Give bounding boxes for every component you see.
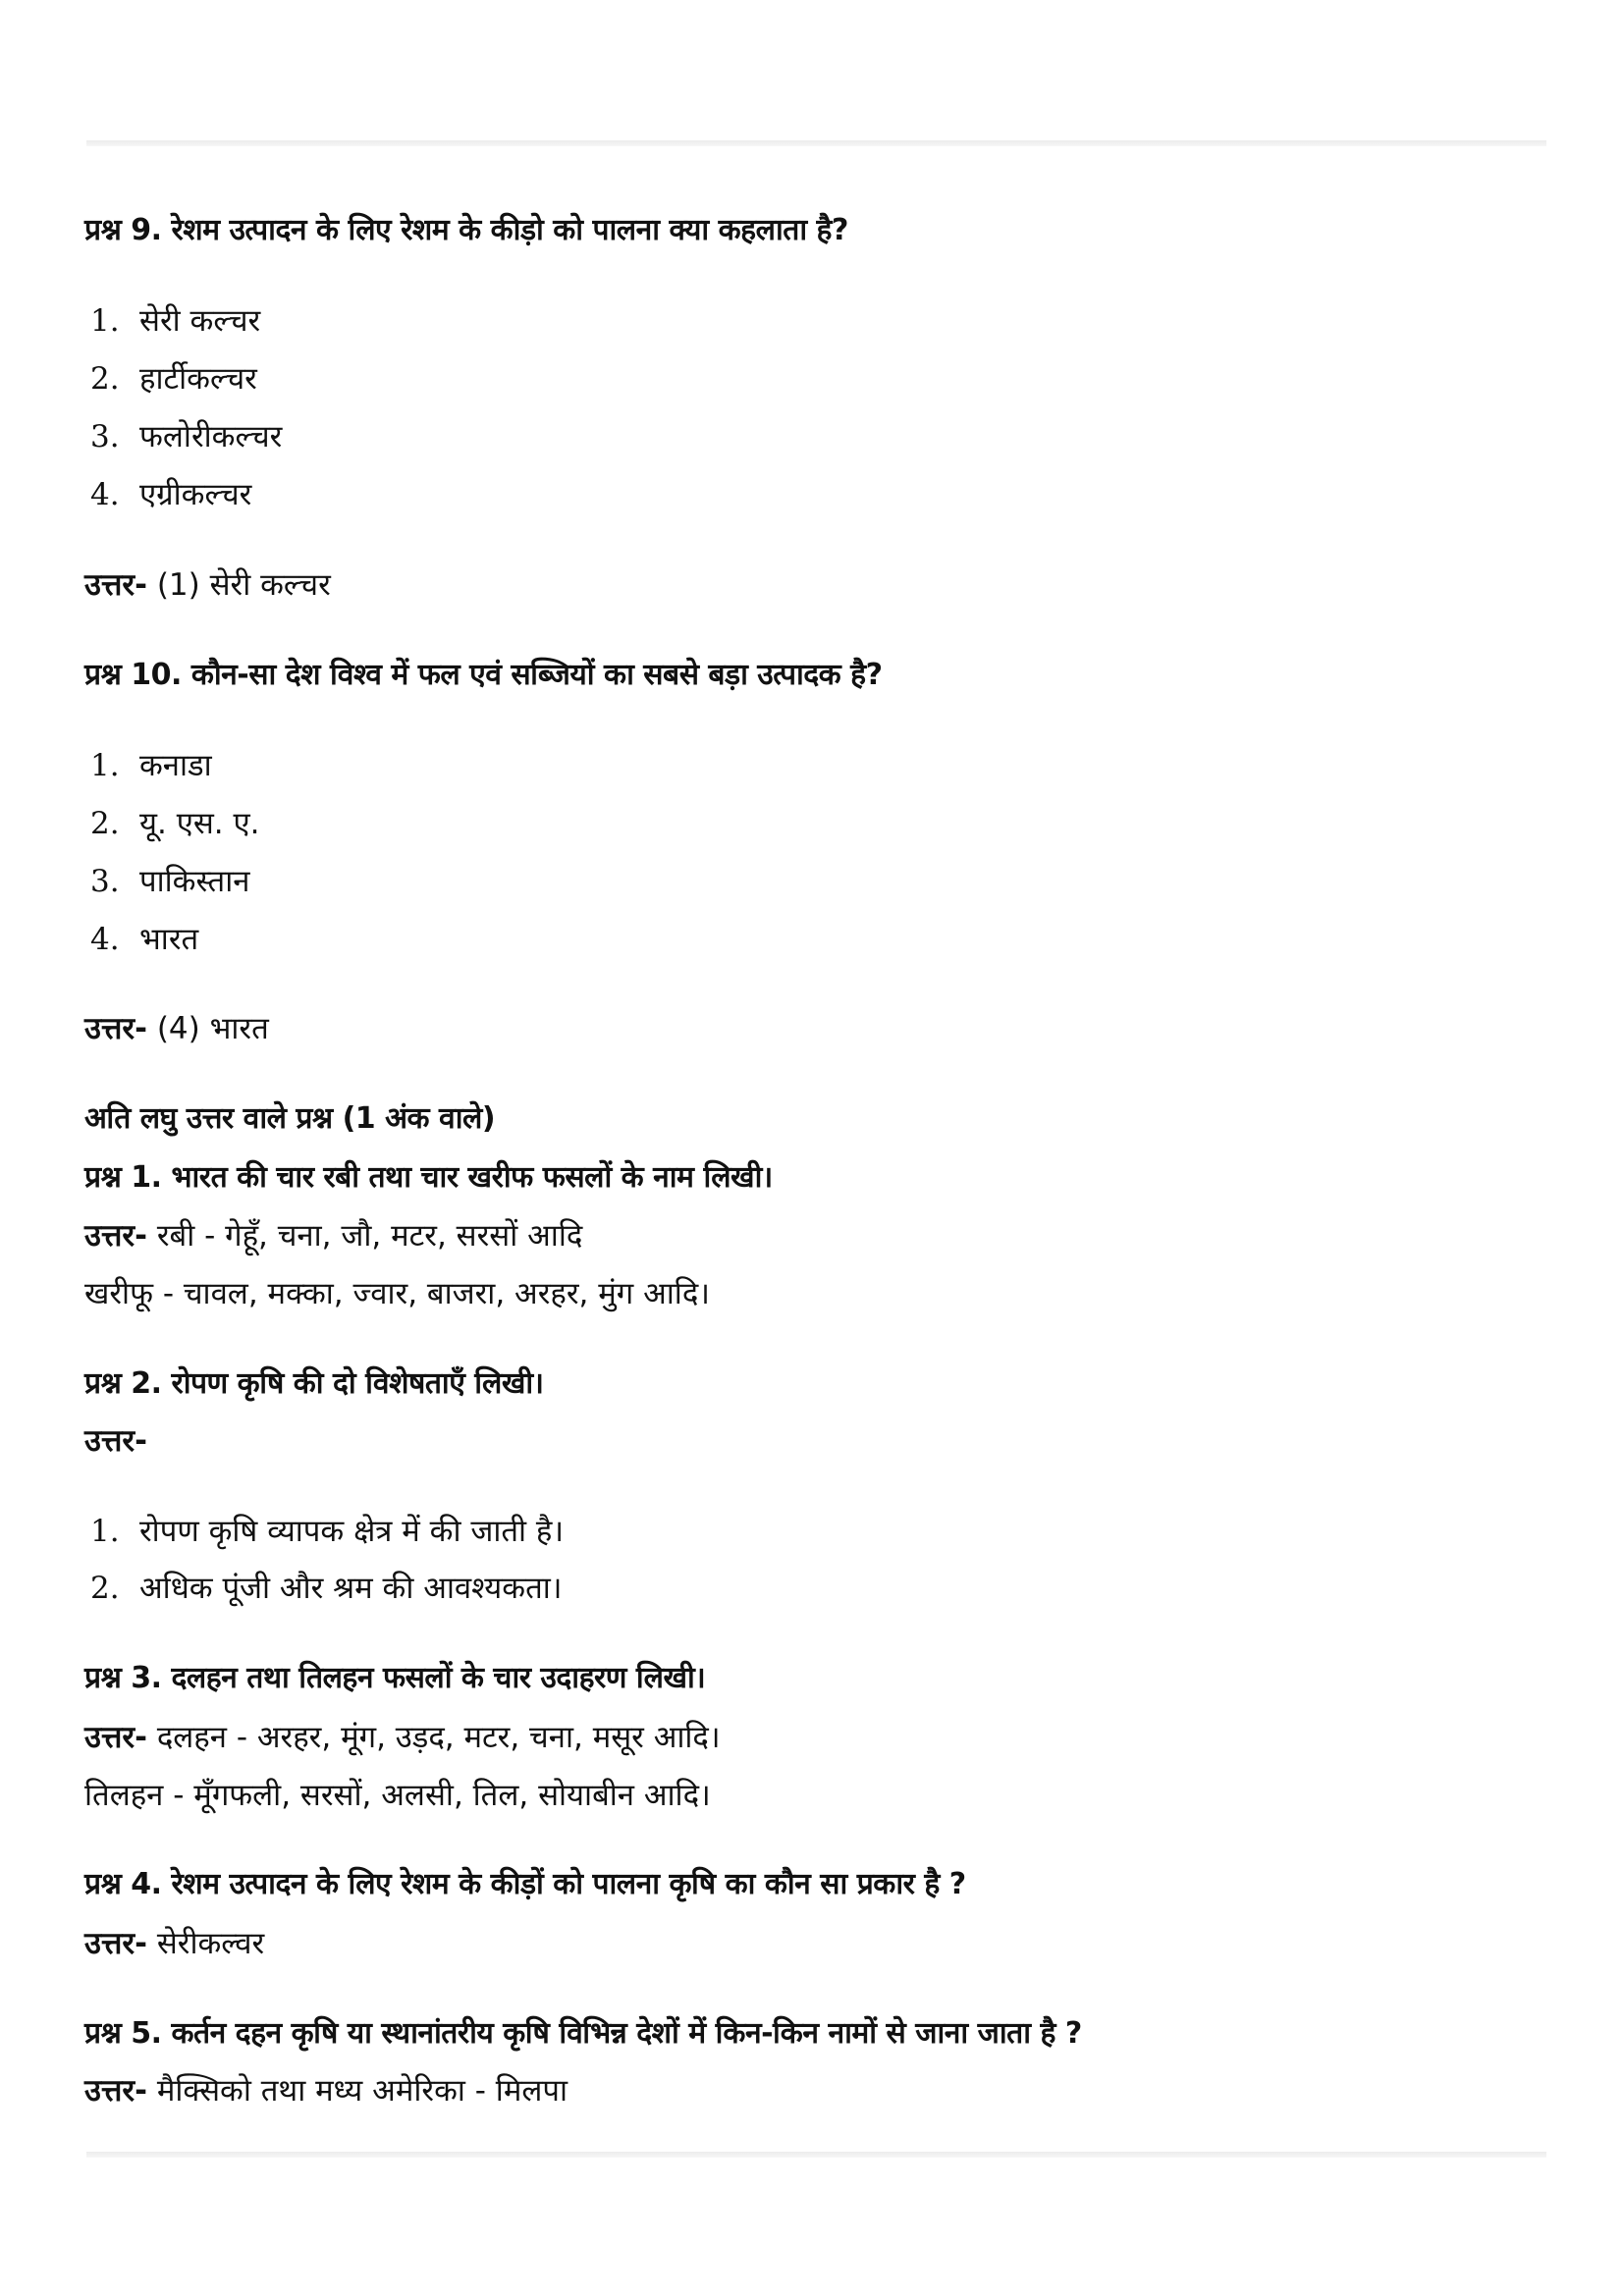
option-item <box>90 744 212 787</box>
option-text: यू. एस. ए. <box>139 806 260 841</box>
option-item <box>90 918 198 961</box>
short-question-2: प्रश्न 2. रोपण कृषि की दो विशेषताएँ लिखी। <box>84 1366 544 1401</box>
answer-text: (4) भारत <box>146 1011 269 1046</box>
short-answer-1-line2: खरीफू - चावल, मक्का, ज्वार, बाजरा, अरहर, मुंग आदि। <box>84 1276 711 1311</box>
answer-text: रबी - गेहूँ, चना, जौ, मटर, सरसों आदि <box>146 1218 583 1254</box>
option-text: कनाडा <box>139 748 212 783</box>
option-item <box>90 299 260 343</box>
answer-text: सेरीकल्वर <box>146 1926 265 1961</box>
option-number: 2. <box>90 806 120 841</box>
short-answer-3-line2: तिलहन - मूँगफली, सरसों, अलसी, तिल, सोयाबीन आदि। <box>84 1778 711 1813</box>
point-text: अधिक पूंजी और श्रम की आवश्यकता। <box>139 1571 563 1606</box>
option-text: एग्रीकल्चर <box>139 477 252 512</box>
short-question-3: प्रश्न 3. दलहन तथा तिलहन फसलों के चार उदाहरण लिखी। <box>84 1661 706 1695</box>
answer-label: उत्तर- <box>84 1926 147 1961</box>
short-question-5: प्रश्न 5. कर्तन दहन कृषि या स्थानांतरीय कृषि विभिन्न देशों में किन-किन नामों से जाना जाता है ? <box>84 2016 1082 2051</box>
short-answer-3 <box>84 1716 721 1759</box>
short-question-1: प्रश्न 1. भारत की चार रबी तथा चार खरीफ फसलों के नाम लिखी। <box>84 1160 773 1195</box>
option-text: पाकिस्तान <box>139 864 250 899</box>
point-text: रोपण कृषि व्यापक क्षेत्र में की जाती है। <box>139 1514 565 1549</box>
answer-text: (1) सेरी कल्चर <box>146 567 331 603</box>
option-text: फलोरीकल्चर <box>139 419 283 454</box>
answer-label: उत्तर- <box>84 1720 147 1755</box>
question-9: प्रश्न 9. रेशम उत्पादन के लिए रेशम के कीड़ो को पालना क्या कहलाता है? <box>84 213 848 247</box>
answer-text: दलहन - अरहर, मूंग, उड़द, मटर, चना, मसूर आदि। <box>146 1720 721 1755</box>
answer-9 <box>84 563 331 607</box>
answer-point <box>90 1510 564 1553</box>
option-number: 3. <box>90 419 120 454</box>
option-number: 1. <box>90 748 120 783</box>
option-item <box>90 415 282 458</box>
short-answer-2 <box>84 1419 147 1463</box>
option-number: 1. <box>90 303 120 339</box>
option-item <box>90 473 251 516</box>
question-10: प्रश्न 10. कौन-सा देश विश्व में फल एवं सब्जियों का सबसे बड़ा उत्पादक है? <box>84 658 883 692</box>
option-text: भारत <box>139 922 199 957</box>
option-number: 4. <box>90 922 120 957</box>
answer-point <box>90 1567 563 1610</box>
answer-label: उत्तर- <box>84 1011 147 1046</box>
short-question-4: प्रश्न 4. रेशम उत्पादन के लिए रेशम के कीड़ों को पालना कृषि का कौन सा प्रकार है ? <box>84 1867 966 1901</box>
option-item <box>90 802 260 845</box>
point-number: 1. <box>90 1514 120 1549</box>
answer-label: उत्तर- <box>84 2073 147 2109</box>
option-item <box>90 357 257 400</box>
section-heading: अति लघु उत्तर वाले प्रश्न (1 अंक वाले) <box>84 1101 496 1136</box>
top-divider <box>86 140 1546 146</box>
option-text: हार्टीकल्चर <box>139 361 257 397</box>
option-number: 4. <box>90 477 120 512</box>
answer-label: उत्तर- <box>84 567 147 603</box>
answer-label: उत्तर- <box>84 1218 147 1254</box>
answer-label: उत्तर- <box>84 1423 147 1459</box>
short-answer-5 <box>84 2069 568 2112</box>
bottom-divider <box>86 2152 1546 2158</box>
point-number: 2. <box>90 1571 120 1606</box>
option-item <box>90 860 249 903</box>
option-number: 2. <box>90 361 120 397</box>
short-answer-1 <box>84 1214 582 1257</box>
option-text: सेरी कल्चर <box>139 303 261 339</box>
option-number: 3. <box>90 864 120 899</box>
answer-10 <box>84 1007 269 1050</box>
answer-text: मैक्सिको तथा मध्य अमेरिका - मिलपा <box>146 2073 568 2109</box>
short-answer-4 <box>84 1922 264 1965</box>
